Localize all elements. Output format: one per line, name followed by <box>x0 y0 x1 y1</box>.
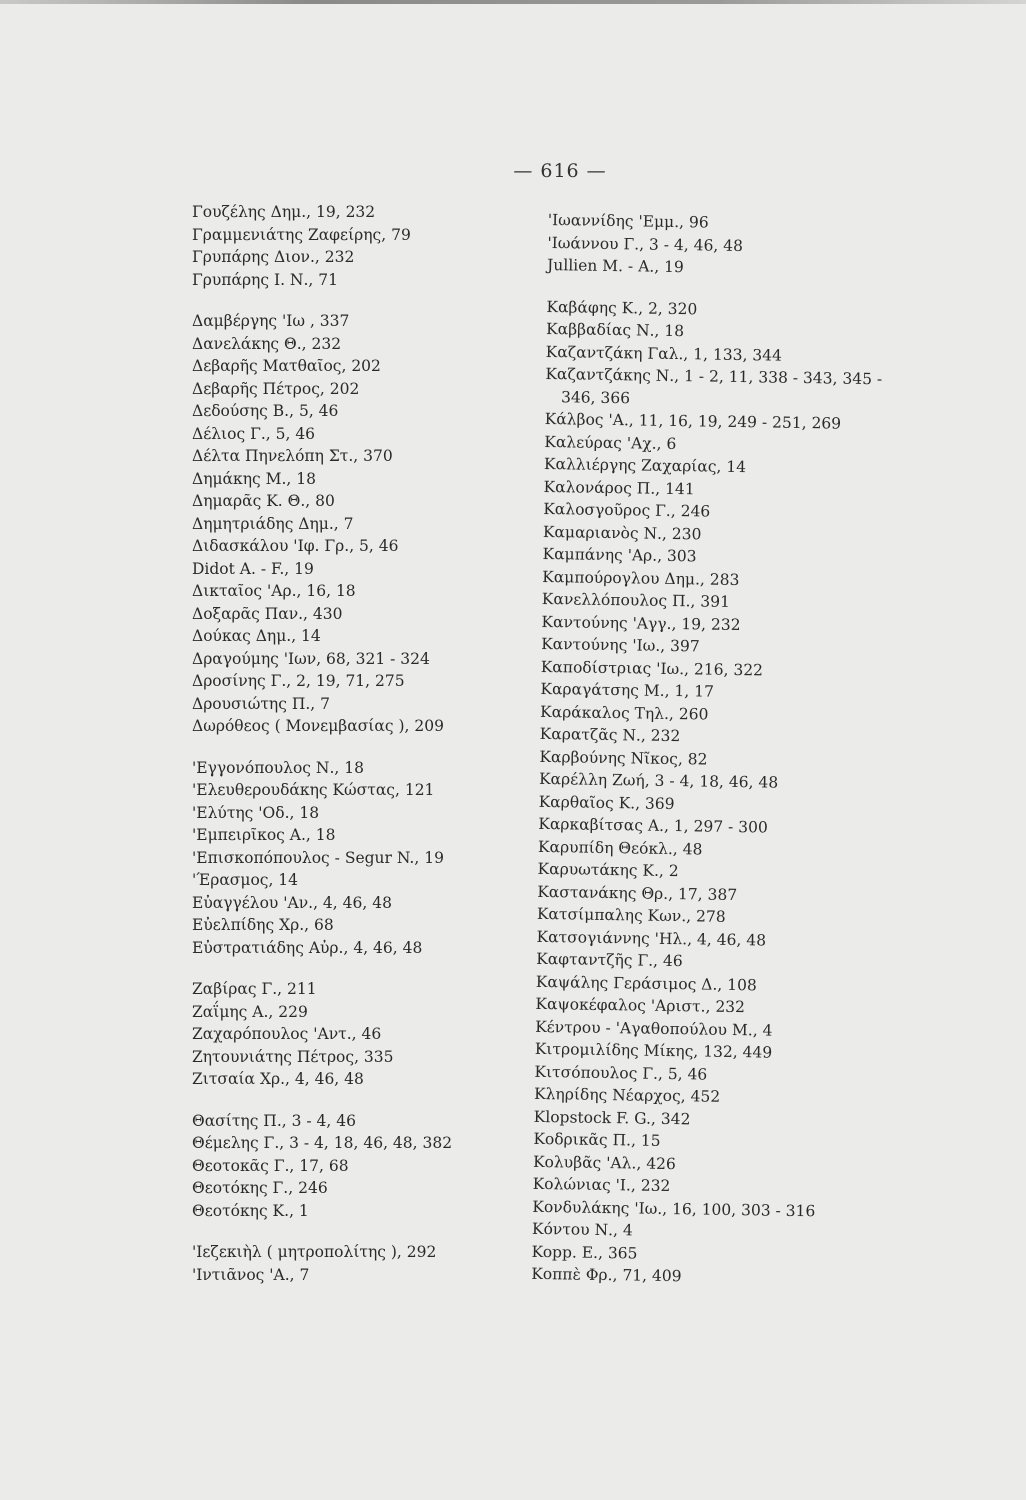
index-entry: Κατσογιάννης 'Ηλ., 4, 46, 48 <box>536 927 767 950</box>
index-entry: Θεοτόκης Γ., 246 <box>192 1179 328 1197</box>
index-entry: Δέλιος Γ., 5, 46 <box>192 424 316 443</box>
right-index-group <box>547 209 928 282</box>
index-entry: Δρουσιώτης Π., 7 <box>192 694 330 713</box>
index-entry: Διδασκάλου 'Ιφ. Γρ., 5, 46 <box>192 537 399 555</box>
index-entry: Καντούνης 'Αγγ., 19, 232 <box>541 612 741 634</box>
index-entry: 'Ελύτης 'Οδ., 18 <box>192 803 320 822</box>
index-entry: Κολώνιας 'Ι., 232 <box>532 1174 671 1196</box>
index-entry: Καρέλλη Ζωή, 3 - 4, 18, 46, 48 <box>538 769 779 792</box>
index-entry: Καρθαῖος Κ., 369 <box>538 792 675 813</box>
index-entry: Δωρόθεος ( Μονεμβασίας ), 209 <box>192 717 444 735</box>
left-index-group <box>192 310 492 738</box>
index-entry: Δικταῖος 'Αρ., 16, 18 <box>192 582 356 600</box>
index-entry: Δούκας Δημ., 14 <box>192 627 321 645</box>
index-entry: Εὐελπίδης Χρ., 68 <box>192 916 334 934</box>
index-entry: Γρυπάρης Ι. Ν., 71 <box>192 270 338 289</box>
index-entry: Καμπούρογλου Δημ., 283 <box>542 567 740 589</box>
index-entry: 'Ιντιᾶνος 'Α., 7 <box>192 1265 310 1284</box>
index-entry: Κληρίδης Νέαρχος, 452 <box>533 1084 721 1106</box>
index-entry: Θασίτης Π., 3 - 4, 46 <box>192 1111 356 1130</box>
index-entry: Δροσίνης Γ., 2, 19, 71, 275 <box>192 672 405 690</box>
index-entry: Καψοκέφαλος 'Αριστ., 232 <box>535 994 746 1017</box>
index-entry: Καββαδίας Ν., 18 <box>545 319 685 341</box>
index-entry: Καλεύρας 'Αχ., 6 <box>544 432 677 453</box>
index-entry: Δραγούμης 'Ιων, 68, 321 - 324 <box>192 649 430 668</box>
index-entry: Θεοτόκης Κ., 1 <box>192 1201 309 1220</box>
index-entry: Καμπάνης 'Αρ., 303 <box>542 544 697 566</box>
index-entry: 'Ιεζεκιὴλ ( μητροπολίτης ), 292 <box>192 1243 437 1261</box>
index-entry: Κέντρου - 'Αγαθοπούλου Μ., 4 <box>535 1017 773 1040</box>
index-entry: Καρβούνης Νῖκος, 82 <box>539 747 708 769</box>
index-entry: Καλλιέργης Ζαχαρίας, 14 <box>543 454 747 477</box>
index-entry: Καψάλης Γεράσιμος Δ., 108 <box>535 972 757 994</box>
index-entry: 'Εμπειρῖκος Α., 18 <box>192 826 336 844</box>
index-entry: Κιτσόπουλος Γ., 5, 46 <box>534 1062 708 1084</box>
index-entry: Καρυωτάκης Κ., 2 <box>537 859 679 881</box>
index-entry: Εὐαγγέλου 'Αν., 4, 46, 48 <box>192 893 392 912</box>
index-entry: Δημητριάδης Δημ., 7 <box>192 514 354 533</box>
index-entry: Καζαντζάκη Γαλ., 1, 133, 344 <box>545 342 783 365</box>
index-entry: Ζαχαρόπουλος 'Αντ., 46 <box>192 1025 382 1043</box>
index-entry: 346, 366 <box>560 387 631 407</box>
index-entry: Κιτρομιλίδης Μίκης, 132, 449 <box>534 1039 773 1062</box>
index-entry: Δοξαρᾶς Παν., 430 <box>192 604 343 623</box>
index-entry: 'Ιωαννίδης 'Εμμ., 96 <box>547 210 709 232</box>
index-entry: 'Ελευθερουδάκης Κώστας, 121 <box>192 781 435 799</box>
page-edge <box>0 0 1026 4</box>
index-entry: Καποδίστριας 'Ιω., 216, 322 <box>540 657 764 679</box>
index-entry: Καρκαβίτσας Α., 1, 297 - 300 <box>538 814 768 837</box>
index-entry: Δεβαρῆς Ματθαῖος, 202 <box>192 357 381 375</box>
index-entry: Καζαντζάκης Ν., 1 - 2, 11, 338 - 343, 345 - <box>545 364 883 389</box>
left-index-group <box>192 1241 492 1286</box>
index-entry: Θέμελης Γ., 3 - 4, 18, 46, 48, 382 <box>192 1134 453 1152</box>
index-entry: Καραγάτσης Μ., 1, 17 <box>540 679 715 701</box>
index-entry: 'Ιωάννου Γ., 3 - 4, 46, 48 <box>547 233 744 255</box>
right-index-group <box>531 295 927 1291</box>
index-entry: Ζητουνιάτης Πέτρος, 335 <box>192 1047 394 1066</box>
index-column-left <box>192 201 492 1286</box>
index-entry: Ζαΐμης Α., 229 <box>192 1002 308 1021</box>
index-entry: Didot A. - F., 19 <box>192 559 314 578</box>
index-entry: Κολυβᾶς 'Αλ., 426 <box>532 1152 677 1173</box>
index-entry: Καστανάκης Θρ., 17, 387 <box>537 882 738 904</box>
index-entry: Ζαβίρας Γ., 211 <box>192 980 317 998</box>
index-entry: Κοππὲ Φρ., 71, 409 <box>531 1264 682 1286</box>
index-entry: Θεοτοκᾶς Γ., 17, 68 <box>192 1156 349 1175</box>
index-entry: Ζιτσαία Χρ., 4, 46, 48 <box>192 1070 364 1088</box>
index-entry: Εὐστρατιάδης Αὐρ., 4, 46, 48 <box>192 938 423 957</box>
index-entry: Δημαρᾶς Κ. Θ., 80 <box>192 492 335 510</box>
index-entry: Δεδούσης Β., 5, 46 <box>192 402 339 420</box>
index-entry: Κάλβος 'Α., 11, 16, 19, 249 - 251, 269 <box>544 409 842 433</box>
index-entry: Καβάφης Κ., 2, 320 <box>546 297 698 318</box>
index-entry: Γραμμενιάτης Ζαφείρης, 79 <box>192 225 411 244</box>
index-entry: 'Εγγονόπουλος Ν., 18 <box>192 758 364 777</box>
index-entry: Kopp. E., 365 <box>531 1242 638 1263</box>
left-index-group <box>192 757 492 960</box>
index-entry: Καντούνης 'Ιω., 397 <box>541 634 700 656</box>
index-entry: Δαμβέργης 'Ιω , 337 <box>192 312 350 330</box>
index-entry: 'Έρασμος, 14 <box>192 871 299 889</box>
index-entry: Καράκαλος Τηλ., 260 <box>539 702 709 724</box>
index-entry: Καμαριανὸς Ν., 230 <box>542 522 702 543</box>
index-entry: Klopstock F. G., 342 <box>533 1107 691 1128</box>
left-index-group <box>192 978 492 1091</box>
index-entry: Καρυπίδη Θεόκλ., 48 <box>537 837 703 859</box>
index-entry: Κοδρικᾶς Π., 15 <box>533 1129 661 1150</box>
page-number: — 616 — <box>513 160 607 182</box>
index-entry: Δημάκης Μ., 18 <box>192 469 316 488</box>
index-entry: Κανελλόπουλος Π., 391 <box>541 589 731 611</box>
index-entry: Κονδυλάκης 'Ιω., 16, 100, 303 - 316 <box>532 1197 816 1220</box>
index-entry: Δέλτα Πηνελόπη Στ., 370 <box>192 447 393 465</box>
index-entry: Δεβαρῆς Πέτρος, 202 <box>192 379 360 398</box>
left-index-group <box>192 1110 492 1223</box>
index-entry: Γρυπάρης Διον., 232 <box>192 248 355 266</box>
index-entry: Κατσίμπαλης Κων., 278 <box>536 904 726 926</box>
index-entry: Jullien M. - A., 19 <box>546 255 684 277</box>
index-entry: Καλοσγοῦρος Γ., 246 <box>543 499 711 521</box>
index-entry: Καφταντζῆς Γ., 46 <box>536 949 683 971</box>
index-entry: Γουζέλης Δημ., 19, 232 <box>192 203 376 221</box>
index-entry: 'Επισκοπόπουλος - Segur N., 19 <box>192 848 444 867</box>
index-entry: Καλονάρος Π., 141 <box>543 477 695 498</box>
index-entry: Καρατζᾶς Ν., 232 <box>539 724 681 746</box>
left-index-group <box>192 201 492 291</box>
index-column-right <box>531 209 928 1291</box>
index-entry: Δανελάκης Θ., 232 <box>192 334 342 353</box>
index-entry: Κόντου Ν., 4 <box>531 1219 633 1240</box>
